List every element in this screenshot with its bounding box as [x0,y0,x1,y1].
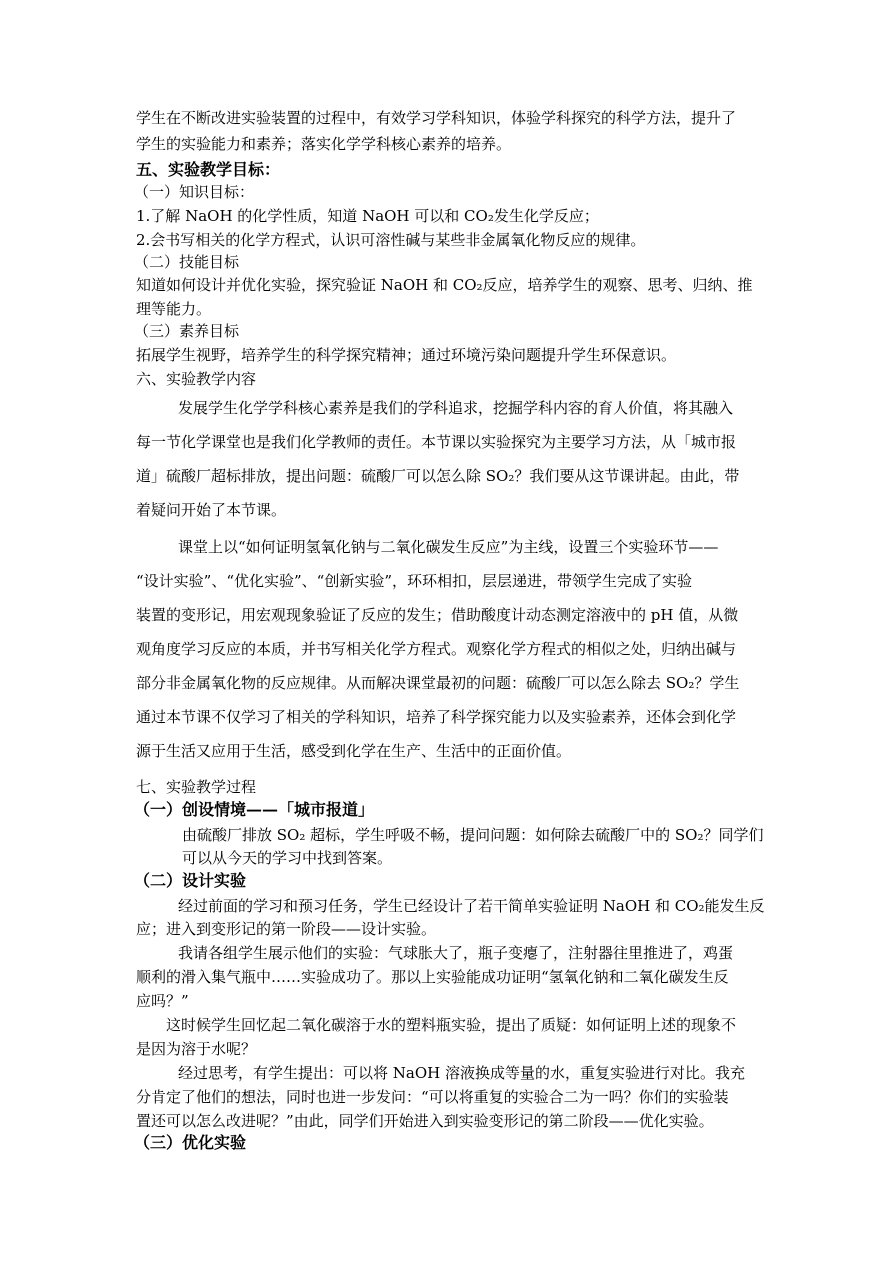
text-line: 我请各组学生展示他们的实验：气球胀大了，瓶子变瘪了，注射器往里推进了，鸡蛋 [178,944,734,962]
subsection-heading: （三）优化实验 [134,1133,247,1152]
text-line: 顺利的滑入集气瓶中……实验成功了。那以上实验能成功证明“氢氧化钠和二氧化碳发生反 [136,968,729,986]
text-line: 1.了解 NaOH 的化学性质，知道 NaOH 可以和 CO₂发生化学反应； [136,207,599,225]
text-line: 通过本节课不仅学习了相关的学科知识，培养了科学探究能力以及实验素养，还体会到化学 [136,708,737,726]
text-line: 发展学生化学学科核心素养是我们的学科追求，挖掘学科内容的育人价值，将其融入 [178,399,734,417]
text-line: 由硫酸厂排放 SO₂ 超标，学生呼吸不畅，提问问题：如何除去硫酸厂中的 SO₂？同学们 [182,826,764,844]
text-line: 知道如何设计并优化实验，探究验证 NaOH 和 CO₂反应，培养学生的观察、思考、归纳、推 [136,276,753,294]
text-line: 每一节化学课堂也是我们化学教师的责任。本节课以实验探究为主要学习方法，从「城市报 [136,433,737,451]
subsection-heading: （二）技能目标 [134,253,240,271]
text-line: “设计实验”、“优化实验”、“创新实验”，环环相扣，层层递进，带领学生完成了实验 [136,572,693,590]
subsection-heading: （一）创设情境——「城市报道」 [134,800,375,819]
text-line: 部分非金属氧化物的反应规律。从而解决课堂最初的问题：硫酸厂可以怎么除去 SO₂？学生 [136,674,740,692]
text-line: 经过前面的学习和预习任务，学生已经设计了若干简单实验证明 NaOH 和 CO₂能发生反 [178,897,765,915]
section-heading: 七、实验教学过程 [136,778,257,796]
text-line: 着疑问开始了本节课。 [136,501,287,519]
text-line: 这时候学生回忆起二氧化碳溶于水的塑料瓶实验，提出了质疑：如何证明上述的现象不 [166,1016,737,1034]
subsection-heading: （三）素养目标 [134,322,240,340]
text-line: 源于生活又应用于生活，感受到化学在生产、生活中的正面价值。 [136,742,572,760]
text-line: 经过思考，有学生提出：可以将 NaOH 溶液换成等量的水，重复实验进行对比。我充 [178,1064,745,1082]
subsection-heading: （二）设计实验 [134,871,247,890]
subsection-heading: （一）知识目标： [134,183,255,201]
text-line: 装置的变形记，用宏观现象验证了反应的发生；借助酸度计动态测定溶液中的 pH 值，从微 [136,606,739,624]
text-line: 应吗？” [136,992,189,1010]
text-line: 2.会书写相关的化学方程式，认识可溶性碱与某些非金属氧化物反应的规律。 [136,231,646,249]
text-line: 课堂上以“如何证明氢氧化钠与二氧化碳发生反应”为主线，设置三个实验环节—— [178,538,719,556]
section-heading: 五、实验教学目标： [136,160,281,179]
text-line: 拓展学生视野，培养学生的科学探究精神；通过环境污染问题提升学生环保意识。 [136,346,677,364]
text-line: 应；进入到变形记的第一阶段——设计实验。 [136,920,437,938]
text-line: 学生的实验能力和素养；落实化学学科核心素养的培养。 [136,135,512,153]
text-line: 学生在不断改进实验装置的过程中，有效学习学科知识，体验学科探究的科学方法，提升了 [136,109,737,127]
text-line: 置还可以怎么改进呢？”由此，同学们开始进入到实验变形记的第二阶段——优化实验。 [136,1112,714,1130]
text-line: 道」硫酸厂超标排放，提出问题：硫酸厂可以怎么除 SO₂？我们要从这节课讲起。由此，带 [136,467,740,485]
text-line: 可以从今天的学习中找到答案。 [182,849,393,867]
text-line: 是因为溶于水呢？ [136,1040,257,1058]
text-line: 分肯定了他们的想法，同时也进一步发问：“可以将重复的实验合二为一吗？你们的实验装 [136,1088,729,1106]
text-line: 观角度学习反应的本质，并书写相关化学方程式。观察化学方程式的相似之处，归纳出碱与 [136,640,737,658]
section-heading: 六、实验教学内容 [136,370,257,388]
text-line: 理等能力。 [136,300,212,318]
